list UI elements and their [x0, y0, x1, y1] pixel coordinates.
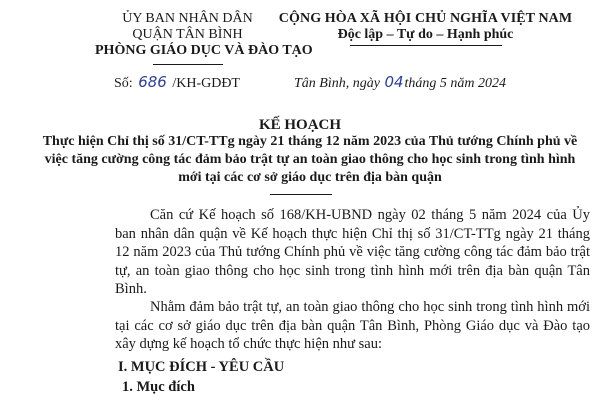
date-day-handwritten: 04 — [384, 73, 404, 91]
authority-line-1: ỦY BAN NHÂN DÂN — [122, 11, 253, 26]
document-number — [114, 73, 240, 92]
section-heading-1: I. MỤC ĐÍCH - YÊU CẦU — [118, 359, 285, 375]
issuing-authority-block — [95, 11, 313, 59]
document-subtitle: Thực hiện Chỉ thị số 31/CT-TTg ngày 21 tháng 12 năm 2023 của Thủ tướng Chính phủ về việc tăng cường công tác đảm bảo trật tự an toàn giao thông cho học sinh trong tình hình mới tại các cơ sở giáo dục trên địa bàn quận — [42, 134, 578, 185]
national-motto-block — [258, 11, 593, 43]
place-date-prefix: Tân Bình, ngày — [294, 76, 384, 91]
place-date-month-year: tháng 5 năm 2024 — [404, 76, 507, 91]
paragraph-purpose: Nhằm đảm bảo trật tự, an toàn giao thông cho học sinh trong tình hình mới tại các cơ sở giáo dục trên địa bàn quận Tân Bình, Phòng Giáo dục và Đào tạo xây dựng kế hoạch tổ chức thực hiện như sau: — [115, 299, 590, 352]
document-number-prefix: Số: — [114, 76, 137, 91]
subsection-heading-1-1: 1. Mục đích — [122, 379, 195, 395]
document-number-suffix: /KH-GDĐT — [168, 76, 240, 91]
motto-underline — [350, 45, 502, 46]
paragraph-legal-basis: Căn cứ Kế hoạch số 168/KH-UBND ngày 02 tháng 5 năm 2024 của Ủy ban nhân dân quận về Kế hoạch thực hiện Chỉ thị số 31/CT-TTg ngày 21 tháng 12 năm 2023 của Thủ tướng Chính phủ về việc tăng cường công tác đảm bảo trật tự, an toàn giao thông cho học sinh trong tình hình mới trên địa bàn quận Tân Bình. — [115, 207, 590, 297]
authority-underline — [153, 64, 223, 65]
authority-line-3: PHÒNG GIÁO DỤC VÀ ĐÀO TẠO — [95, 43, 313, 58]
place-and-date — [294, 73, 506, 92]
national-title: CỘNG HÒA XÃ HỘI CHỦ NGHĨA VIỆT NAM — [278, 11, 573, 26]
authority-line-2: QUẬN TÂN BÌNH — [132, 27, 243, 42]
subtitle-underline — [270, 194, 332, 195]
document-number-handwritten: 686 — [138, 73, 167, 91]
national-motto: Độc lập – Tự do – Hạnh phúc — [337, 27, 514, 42]
document-title: KẾ HOẠCH — [258, 117, 342, 133]
